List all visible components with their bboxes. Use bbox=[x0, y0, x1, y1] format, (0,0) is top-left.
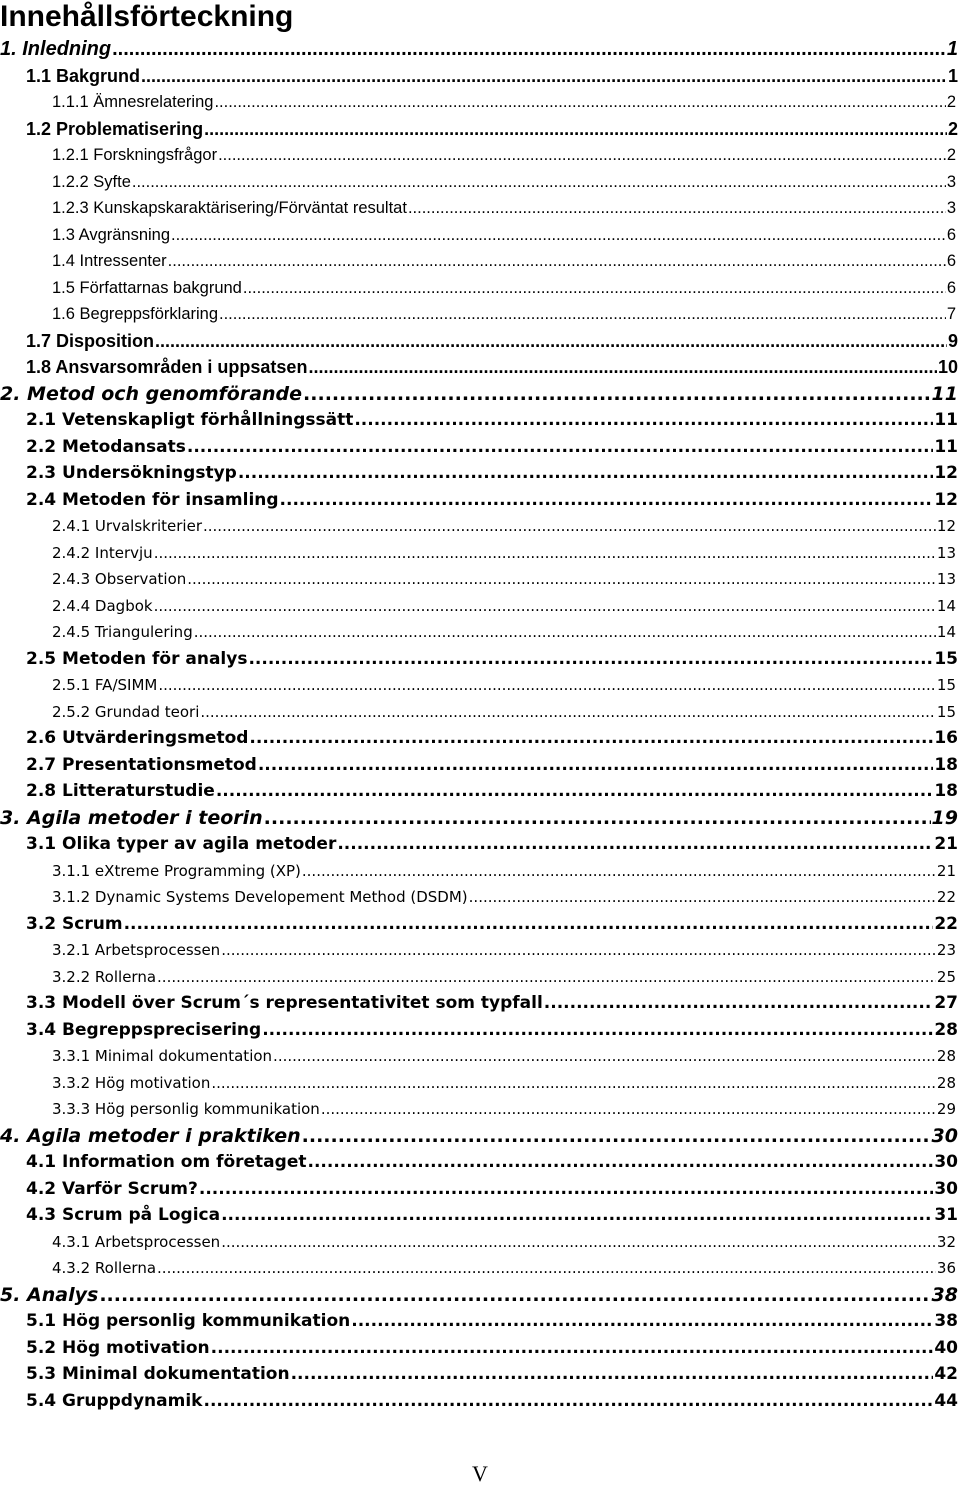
toc-entry-page-number: 10 bbox=[937, 357, 958, 377]
toc-entry-page-number: 12 bbox=[934, 489, 958, 510]
toc-entry[interactable] bbox=[0, 805, 960, 832]
toc-entry-label: 4.1 Information om företaget bbox=[26, 1152, 307, 1172]
toc-entry-label: 3.3.2 Hög motivation bbox=[52, 1073, 211, 1092]
toc-entry[interactable] bbox=[0, 381, 960, 408]
toc-entry-label: 3.3 Modell över Scrum´s representativitet som typfall bbox=[26, 993, 543, 1013]
toc-entry[interactable] bbox=[0, 354, 960, 381]
toc-entry-label: 3.3.3 Hög personlig kommunikation bbox=[52, 1100, 320, 1118]
dot-leader bbox=[264, 805, 931, 832]
dot-leader bbox=[99, 1282, 930, 1309]
toc-entry-page-number: 27 bbox=[934, 993, 958, 1013]
toc-entry-page-number: 11 bbox=[934, 436, 958, 457]
toc-entry-label: 2.1 Vetenskapligt förhållningssätt bbox=[26, 410, 354, 430]
toc-entry[interactable] bbox=[0, 1255, 960, 1282]
toc-entry-label: 3. Agila metoder i teorin bbox=[0, 806, 263, 829]
toc-entry-label: 4. Agila metoder i praktiken bbox=[0, 1124, 301, 1147]
toc-entry-label: 5.4 Gruppdynamik bbox=[26, 1390, 203, 1411]
toc-entry-page-number: 11 bbox=[934, 410, 958, 430]
toc-entry-label: 5. Analys bbox=[0, 1283, 99, 1306]
toc-entry-label: 1. Inledning bbox=[0, 38, 112, 60]
toc-entry-label: 5.1 Hög personlig kommunikation bbox=[26, 1311, 351, 1331]
dot-leader bbox=[204, 116, 947, 143]
dot-leader bbox=[124, 911, 934, 938]
toc-entry-page-number: 23 bbox=[936, 941, 956, 959]
dot-leader bbox=[219, 301, 946, 328]
toc-entry-label: 2.4.1 Urvalskriterier bbox=[52, 517, 202, 535]
toc-entry-page-number: 6 bbox=[946, 252, 956, 270]
dot-leader bbox=[249, 725, 933, 752]
dot-leader bbox=[216, 778, 934, 805]
dot-leader bbox=[243, 275, 946, 302]
page-number-footer: V bbox=[472, 1461, 488, 1486]
toc-entry-label: 1.1.1 Ämnesrelatering bbox=[52, 93, 214, 111]
toc-entry[interactable] bbox=[0, 116, 960, 143]
dot-leader bbox=[199, 1176, 933, 1203]
dot-leader bbox=[141, 63, 947, 90]
toc-entry[interactable] bbox=[0, 301, 960, 328]
toc-entry[interactable] bbox=[0, 1176, 960, 1203]
toc-entry[interactable] bbox=[0, 222, 960, 249]
dot-leader bbox=[351, 1308, 933, 1335]
dot-leader bbox=[187, 566, 936, 593]
dot-leader bbox=[354, 407, 933, 434]
dot-leader bbox=[302, 1123, 931, 1150]
toc-entry[interactable] bbox=[0, 513, 960, 540]
toc-entry-page-number: 38 bbox=[931, 1283, 958, 1306]
dot-leader bbox=[248, 646, 933, 673]
toc-entry-label: 1.3 Avgränsning bbox=[52, 225, 171, 244]
toc-entry-page-number: 28 bbox=[936, 1047, 956, 1065]
toc-entry[interactable] bbox=[0, 1123, 960, 1150]
toc-entry-label: 2.6 Utvärderingsmetod bbox=[26, 728, 249, 748]
toc-entry-label: 4.3 Scrum på Logica bbox=[26, 1205, 221, 1225]
dot-leader bbox=[187, 434, 933, 461]
toc-entry-page-number: 2 bbox=[947, 118, 958, 139]
dot-leader bbox=[157, 1255, 936, 1282]
toc-entry-page-number: 6 bbox=[946, 225, 956, 244]
toc-entry-label: 1.2.1 Forskningsfrågor bbox=[52, 146, 218, 164]
dot-leader bbox=[203, 513, 936, 540]
toc-entry[interactable] bbox=[0, 858, 960, 885]
toc-entry-page-number: 12 bbox=[936, 517, 956, 535]
toc-entry[interactable] bbox=[0, 460, 960, 487]
toc-entry[interactable] bbox=[0, 1335, 960, 1362]
toc-entry-label: 2.7 Presentationsmetod bbox=[26, 754, 257, 775]
toc-entry-page-number: 6 bbox=[946, 278, 956, 297]
toc-entry-page-number: 2 bbox=[946, 146, 956, 164]
toc-entry[interactable] bbox=[0, 1096, 960, 1123]
dot-leader bbox=[258, 752, 934, 779]
toc-entry-page-number: 21 bbox=[934, 834, 958, 854]
toc-entry-label: 3.2.2 Rollerna bbox=[52, 967, 157, 986]
toc-entry-label: 1.8 Ansvarsområden i uppsatsen bbox=[26, 357, 308, 377]
toc-entry-label: 3.2 Scrum bbox=[26, 913, 123, 934]
toc-entry-page-number: 14 bbox=[936, 596, 956, 615]
toc-entry[interactable] bbox=[0, 328, 960, 355]
dot-leader bbox=[221, 1202, 933, 1229]
toc-entry-label: 2.4.4 Dagbok bbox=[52, 596, 153, 615]
toc-entry[interactable] bbox=[0, 725, 960, 752]
dot-leader bbox=[291, 1361, 934, 1388]
toc-entry-page-number: 28 bbox=[936, 1073, 956, 1092]
toc-entry-label: 2.4.5 Triangulering bbox=[52, 623, 193, 641]
toc-entry-label: 2. Metod och genomförande bbox=[0, 382, 303, 405]
toc-entry[interactable] bbox=[0, 142, 960, 169]
toc-entry[interactable] bbox=[0, 1043, 960, 1070]
toc-entry-page-number: 21 bbox=[936, 861, 956, 880]
toc-entry[interactable] bbox=[0, 619, 960, 646]
toc-entry[interactable] bbox=[0, 593, 960, 620]
toc-entry-page-number: 15 bbox=[936, 702, 956, 721]
toc-entry-page-number: 12 bbox=[934, 463, 958, 483]
dot-leader bbox=[308, 354, 937, 381]
toc-entry-label: 3.4 Begreppsprecisering bbox=[26, 1019, 262, 1040]
toc-entry-label: 1.5 Författarnas bakgrund bbox=[52, 278, 242, 297]
dot-leader bbox=[155, 328, 947, 355]
toc-entry[interactable] bbox=[0, 1229, 960, 1256]
dot-leader bbox=[154, 540, 936, 567]
toc-entry-label: 5.2 Hög motivation bbox=[26, 1337, 210, 1358]
dot-leader bbox=[200, 699, 936, 726]
dot-leader bbox=[273, 1043, 936, 1070]
toc-entry-label: 2.4.3 Observation bbox=[52, 570, 187, 588]
dot-leader bbox=[280, 487, 934, 514]
toc-entry[interactable] bbox=[0, 1308, 960, 1335]
dot-leader bbox=[221, 937, 936, 964]
toc-entry-page-number: 15 bbox=[936, 676, 956, 694]
toc-entry[interactable] bbox=[0, 699, 960, 726]
toc-entry-page-number: 38 bbox=[934, 1311, 958, 1331]
toc-entry-page-number: 30 bbox=[931, 1124, 958, 1147]
toc-entry-label: 2.4.2 Intervju bbox=[52, 543, 153, 562]
dot-leader bbox=[154, 593, 936, 620]
toc-entry-page-number: 11 bbox=[931, 382, 958, 405]
dot-leader bbox=[307, 1149, 933, 1176]
toc-entry-page-number: 2 bbox=[946, 93, 956, 111]
toc-entry-label: 1.2.2 Syfte bbox=[52, 172, 131, 191]
toc-entry-label: 2.4 Metoden för insamling bbox=[26, 489, 279, 510]
toc-entry-label: 3.1.1 eXtreme Programming (XP) bbox=[52, 861, 301, 880]
toc-entry-page-number: 19 bbox=[931, 806, 958, 829]
toc-entry-label: 5.3 Minimal dokumentation bbox=[26, 1364, 290, 1384]
toc-entry[interactable] bbox=[0, 752, 960, 779]
dot-leader bbox=[303, 381, 931, 408]
page-title: Innehållsförteckning bbox=[0, 0, 294, 33]
toc-entry-page-number: 29 bbox=[936, 1100, 956, 1118]
toc-entry[interactable] bbox=[0, 911, 960, 938]
toc-entry-page-number: 13 bbox=[936, 543, 956, 562]
toc-entry[interactable] bbox=[0, 1070, 960, 1097]
toc-entry-label: 1.7 Disposition bbox=[26, 330, 155, 351]
toc-entry-label: 2.3 Undersökningstyp bbox=[26, 463, 237, 483]
dot-leader bbox=[214, 89, 945, 116]
dot-leader bbox=[218, 142, 946, 169]
toc-entry-page-number: 14 bbox=[936, 623, 956, 641]
toc-entry[interactable] bbox=[0, 1017, 960, 1044]
toc-entry-page-number: 1 bbox=[947, 65, 958, 86]
toc-entry-label: 4.3.1 Arbetsprocessen bbox=[52, 1232, 221, 1251]
toc-entry-page-number: 1 bbox=[946, 38, 958, 60]
toc-entry[interactable] bbox=[0, 195, 960, 222]
dot-leader bbox=[168, 248, 946, 275]
toc-entry[interactable] bbox=[0, 434, 960, 461]
toc-entry[interactable] bbox=[0, 248, 960, 275]
toc-entry-page-number: 22 bbox=[934, 913, 958, 934]
toc-entry-label: 3.1.2 Dynamic Systems Developement Method (DSDM) bbox=[52, 888, 468, 906]
dot-leader bbox=[211, 1335, 934, 1362]
toc-entry[interactable] bbox=[0, 831, 960, 858]
toc-entry[interactable] bbox=[0, 884, 960, 911]
toc-entry-page-number: 32 bbox=[936, 1232, 956, 1251]
toc-entry-page-number: 30 bbox=[934, 1152, 958, 1172]
toc-entry[interactable] bbox=[0, 63, 960, 90]
toc-entry-page-number: 44 bbox=[934, 1390, 958, 1411]
toc-entry-label: 3.1 Olika typer av agila metoder bbox=[26, 834, 337, 854]
toc-entry-page-number: 15 bbox=[934, 648, 958, 669]
table-of-contents bbox=[0, 36, 960, 1414]
dot-leader bbox=[544, 990, 934, 1017]
toc-entry[interactable] bbox=[0, 275, 960, 302]
toc-entry-label: 2.5.1 FA/SIMM bbox=[52, 676, 158, 694]
dot-leader bbox=[408, 195, 946, 222]
dot-leader bbox=[194, 619, 936, 646]
toc-entry-label: 1.1 Bakgrund bbox=[26, 65, 141, 86]
toc-entry[interactable] bbox=[0, 646, 960, 673]
dot-leader bbox=[221, 1229, 936, 1256]
toc-entry-label: 1.2 Problematisering bbox=[26, 118, 204, 139]
toc-entry[interactable] bbox=[0, 169, 960, 196]
toc-entry-label: 1.4 Intressenter bbox=[52, 252, 167, 270]
toc-entry-page-number: 3 bbox=[946, 172, 956, 191]
toc-entry-label: 3.3.1 Minimal dokumentation bbox=[52, 1047, 273, 1065]
toc-entry[interactable] bbox=[0, 540, 960, 567]
toc-entry-label: 2.5.2 Grundad teori bbox=[52, 702, 200, 721]
toc-entry-page-number: 7 bbox=[946, 305, 956, 323]
dot-leader bbox=[171, 222, 946, 249]
toc-entry[interactable] bbox=[0, 1282, 960, 1309]
toc-entry[interactable] bbox=[0, 937, 960, 964]
toc-entry-page-number: 36 bbox=[936, 1259, 956, 1277]
toc-entry-page-number: 9 bbox=[947, 330, 958, 351]
toc-entry-page-number: 28 bbox=[934, 1019, 958, 1040]
toc-entry-label: 1.6 Begreppsförklaring bbox=[52, 305, 219, 323]
dot-leader bbox=[302, 858, 936, 885]
toc-entry-page-number: 42 bbox=[934, 1364, 958, 1384]
toc-entry[interactable] bbox=[0, 778, 960, 805]
toc-entry[interactable] bbox=[0, 487, 960, 514]
toc-entry[interactable] bbox=[0, 1202, 960, 1229]
toc-entry-label: 3.2.1 Arbetsprocessen bbox=[52, 941, 221, 959]
toc-entry[interactable] bbox=[0, 672, 960, 699]
toc-entry-page-number: 3 bbox=[946, 199, 956, 217]
toc-entry-label: 1.2.3 Kunskapskaraktärisering/Förväntat resultat bbox=[52, 199, 407, 217]
dot-leader bbox=[158, 672, 936, 699]
toc-entry-page-number: 16 bbox=[934, 728, 958, 748]
toc-entry-page-number: 18 bbox=[934, 781, 958, 801]
toc-entry[interactable] bbox=[0, 990, 960, 1017]
toc-entry[interactable] bbox=[0, 1361, 960, 1388]
dot-leader bbox=[238, 460, 934, 487]
dot-leader bbox=[469, 884, 936, 911]
dot-leader bbox=[157, 964, 936, 991]
toc-entry-page-number: 30 bbox=[934, 1178, 958, 1199]
dot-leader bbox=[132, 169, 946, 196]
toc-entry-page-number: 40 bbox=[934, 1337, 958, 1358]
dot-leader bbox=[112, 36, 946, 63]
dot-leader bbox=[262, 1017, 933, 1044]
toc-entry-label: 2.5 Metoden för analys bbox=[26, 648, 248, 669]
toc-entry-page-number: 31 bbox=[934, 1205, 958, 1225]
toc-entry-page-number: 22 bbox=[936, 888, 956, 906]
toc-entry[interactable] bbox=[0, 407, 960, 434]
toc-entry-page-number: 25 bbox=[936, 967, 956, 986]
toc-entry-label: 2.2 Metodansats bbox=[26, 436, 186, 457]
toc-entry[interactable] bbox=[0, 1388, 960, 1415]
dot-leader bbox=[211, 1070, 936, 1097]
toc-entry[interactable] bbox=[0, 964, 960, 991]
toc-entry-label: 4.2 Varför Scrum? bbox=[26, 1178, 198, 1199]
toc-entry[interactable] bbox=[0, 566, 960, 593]
toc-entry-page-number: 18 bbox=[934, 754, 958, 775]
toc-entry-page-number: 13 bbox=[936, 570, 956, 588]
dot-leader bbox=[337, 831, 933, 858]
toc-entry[interactable] bbox=[0, 89, 960, 116]
toc-entry-label: 4.3.2 Rollerna bbox=[52, 1259, 157, 1277]
toc-entry-label: 2.8 Litteraturstudie bbox=[26, 781, 215, 801]
toc-entry[interactable] bbox=[0, 1149, 960, 1176]
dot-leader bbox=[203, 1388, 933, 1415]
toc-entry[interactable] bbox=[0, 36, 960, 63]
dot-leader bbox=[321, 1096, 936, 1123]
